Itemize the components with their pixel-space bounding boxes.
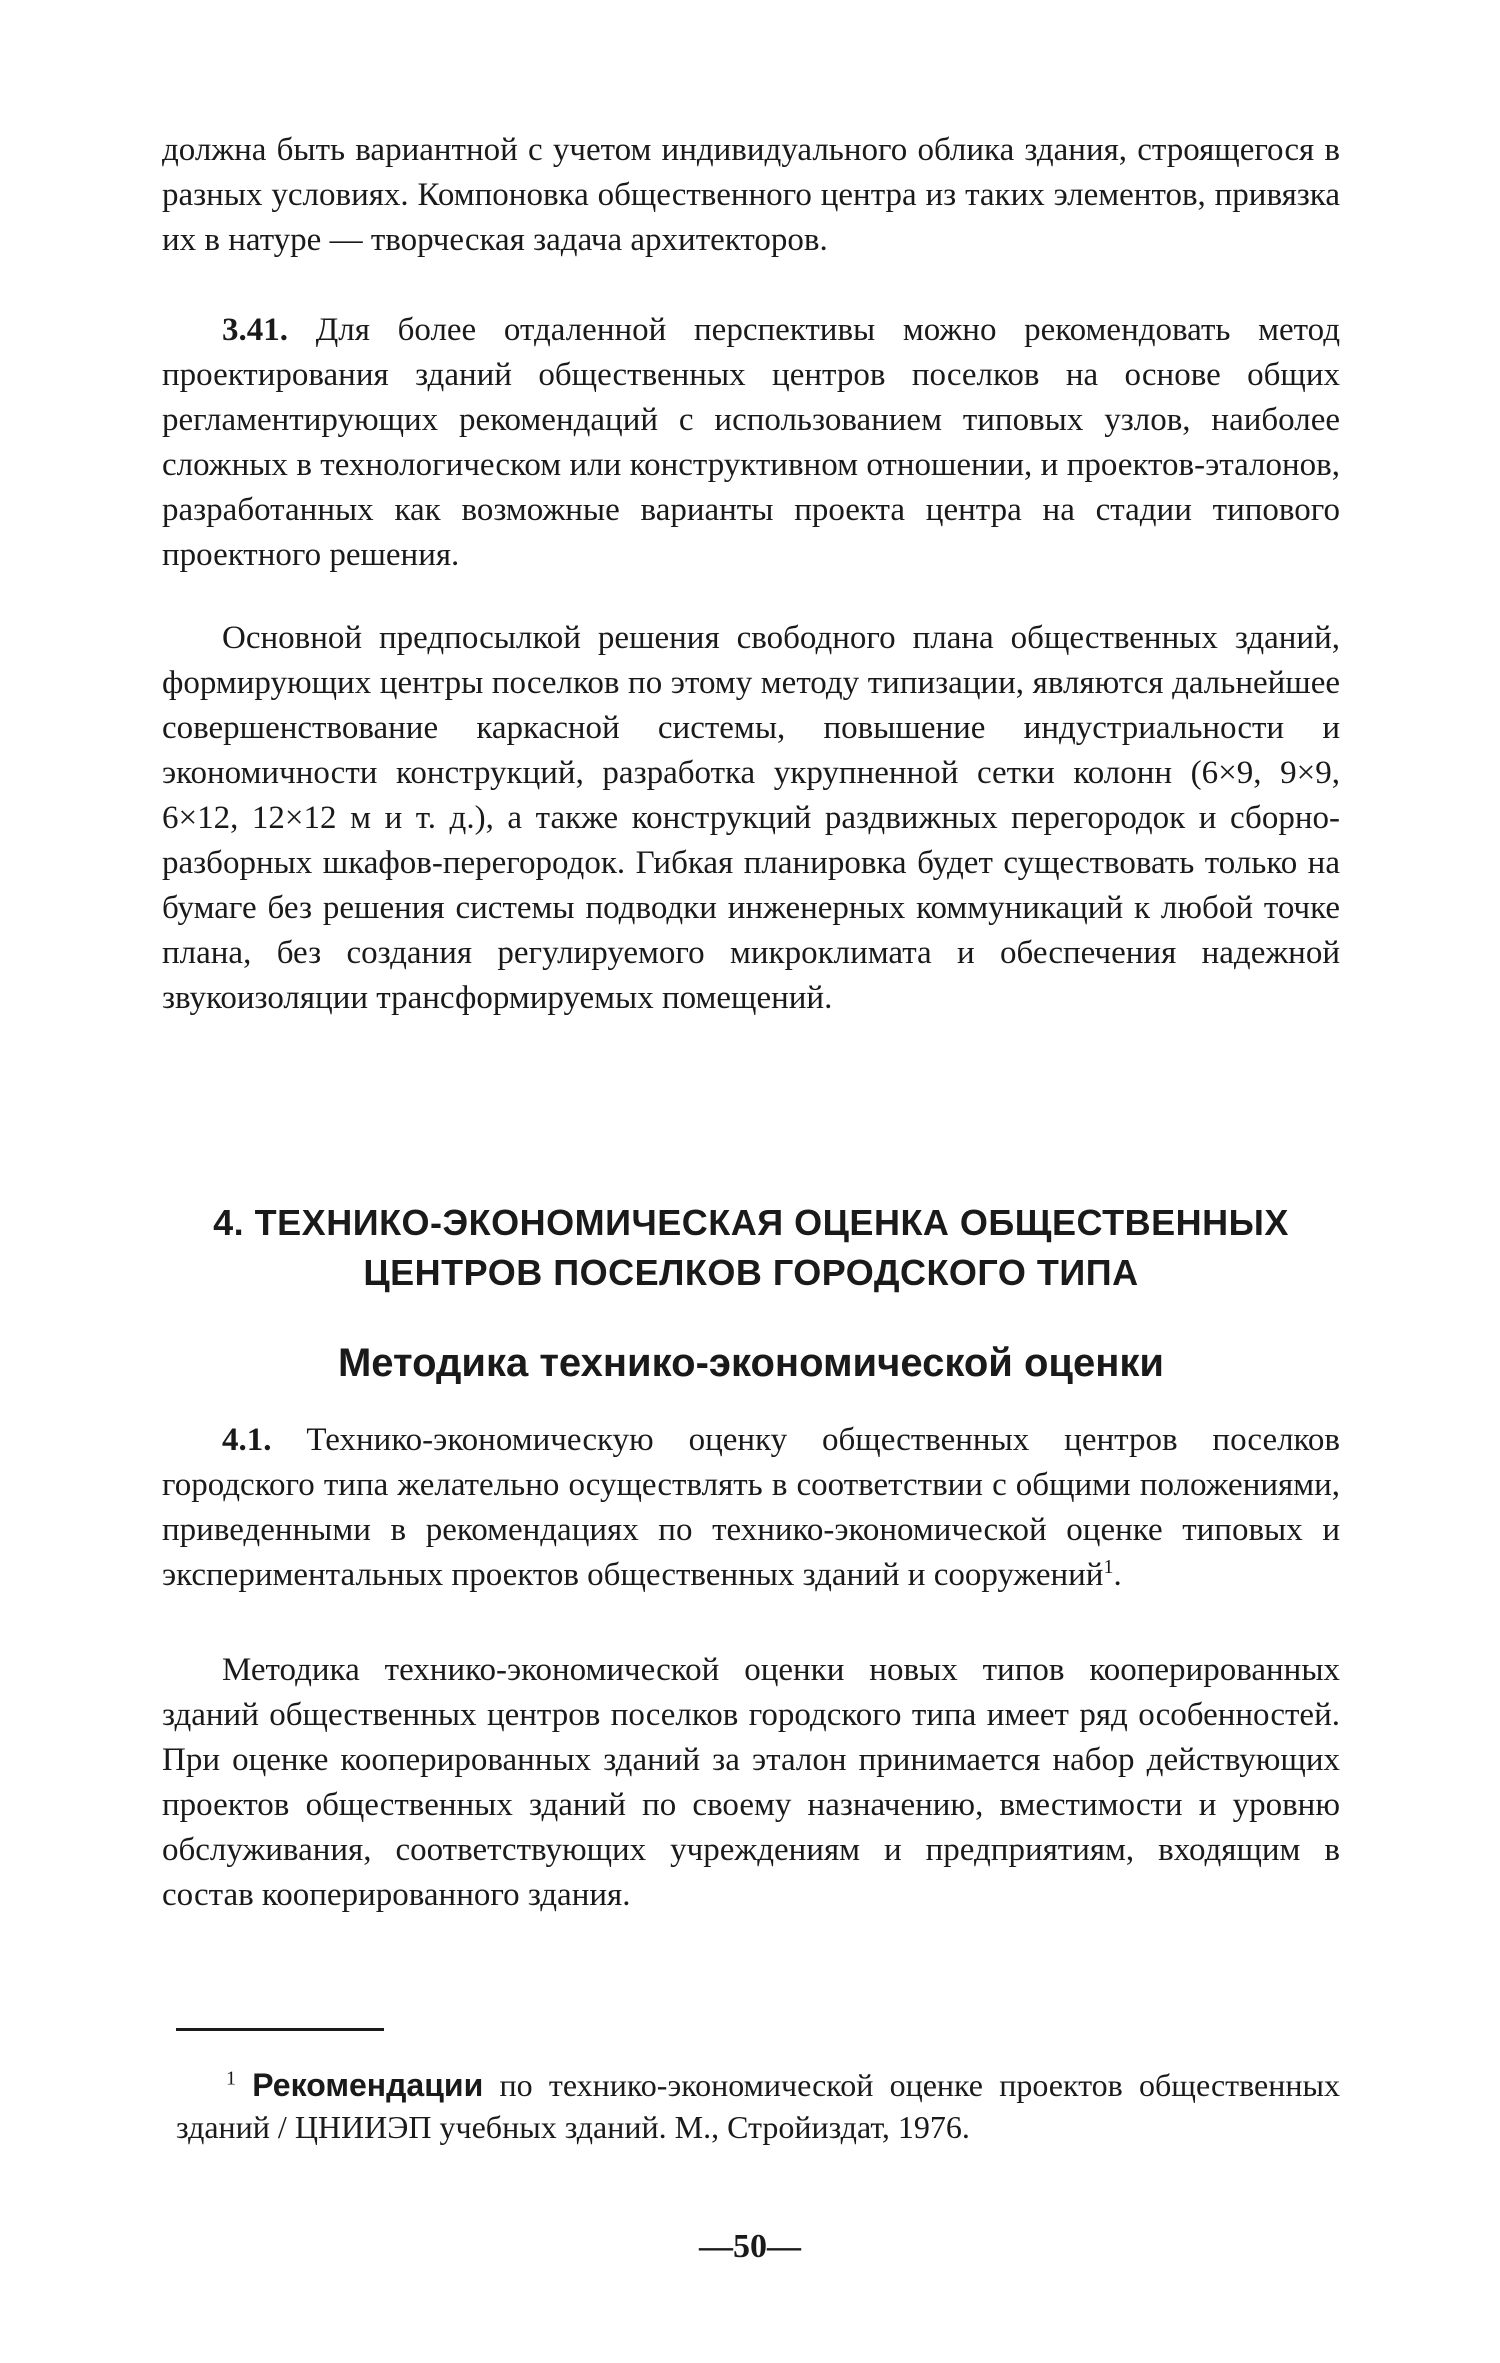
paragraph-text: Для более отдаленной перспективы можно рекомендовать метод проектирования зданий общественных центров поселков на основе общих регламентирующих рекомендаций с использованием типовых узлов, наиболее сложных в технологическом или конструктивном отношении, и проектов-эталонов, разработанных как возможные варианты проекта центра на стадии типового проектного решения. — [162, 312, 1340, 573]
section-title-line-1: 4. ТЕХНИКО-ЭКОНОМИЧЕСКАЯ ОЦЕНКА ОБЩЕСТВЕННЫХ — [213, 1202, 1289, 1243]
paragraph-number: 3.41. — [222, 312, 288, 348]
paragraph-end: . — [1113, 1557, 1122, 1593]
paragraph-3-41 — [162, 308, 1340, 578]
paragraph-methodology — [162, 1648, 1340, 1918]
footnote-divider — [176, 2028, 384, 2031]
section-title — [162, 1198, 1340, 1298]
section-title-line-2: ЦЕНТРОВ ПОСЕЛКОВ ГОРОДСКОГО ТИПА — [363, 1252, 1139, 1293]
paragraph-text: Методика технико-экономической оценки новых типов кооперированных зданий общественных центров поселков городского типа имеет ряд особенностей. При оценке кооперированных зданий за эталон принимается набор действующих проектов общественных зданий по своему назначению, вместимости и уровню обслуживания, соответствующих учреждениям и предприятиям, входящим в состав кооперированного здания. — [162, 1652, 1340, 1913]
paragraph-text: должна быть вариантной с учетом индивидуального облика здания, строящегося в разных условиях. Компоновка общественного центра из таких элементов, привязка их в натуре — творческая задача архитекторов. — [162, 132, 1340, 258]
footnote — [176, 2064, 1340, 2148]
paragraph-premise — [162, 616, 1340, 1021]
subsection-title: Методика технико-экономической оценки — [337, 1341, 1165, 1385]
paragraph-continuation — [162, 128, 1340, 263]
footnote-mark: 1 — [226, 2067, 236, 2090]
paragraph-text: Основной предпосылкой решения свободного плана общественных зданий, формирующих центры поселков по этому методу типизации, являются дальнейшее совершенствование каркасной системы, повышение индустриальности и экономичности конструкций, разработка укрупненной сетки колонн (6×9, 9×9, 6×12, 12×12 м и т. д.), а также конструкций раздвижных перегородок и сборно-разборных шкафов-перегородок. Гибкая планировка будет существовать только на бумаге без решения системы подводки инженерных коммуникаций к любой точке плана, без создания регулируемого микроклимата и обеспечения надежной звукоизоляции трансформируемых помещений. — [162, 620, 1340, 1016]
page-number: —50— — [699, 2228, 801, 2265]
paragraph-4-1 — [162, 1418, 1340, 1598]
footnote-bold-term: Рекомендации — [252, 2067, 484, 2103]
footnote-reference: 1 — [1103, 1556, 1114, 1578]
paragraph-text: Технико-экономическую оценку общественных центров поселков городского типа желательно осуществлять в соответствии с общими положениями, приведенными в рекомендациях по технико-экономической оценке типовых и экспериментальных проектов общественных зданий и сооружений — [162, 1422, 1340, 1593]
paragraph-number: 4.1. — [222, 1422, 272, 1458]
footnote-text: по технико-экономической оценке проектов общественных зданий / ЦНИИЭП учебных зданий. М., Стройиздат, 1976. — [176, 2067, 1340, 2145]
